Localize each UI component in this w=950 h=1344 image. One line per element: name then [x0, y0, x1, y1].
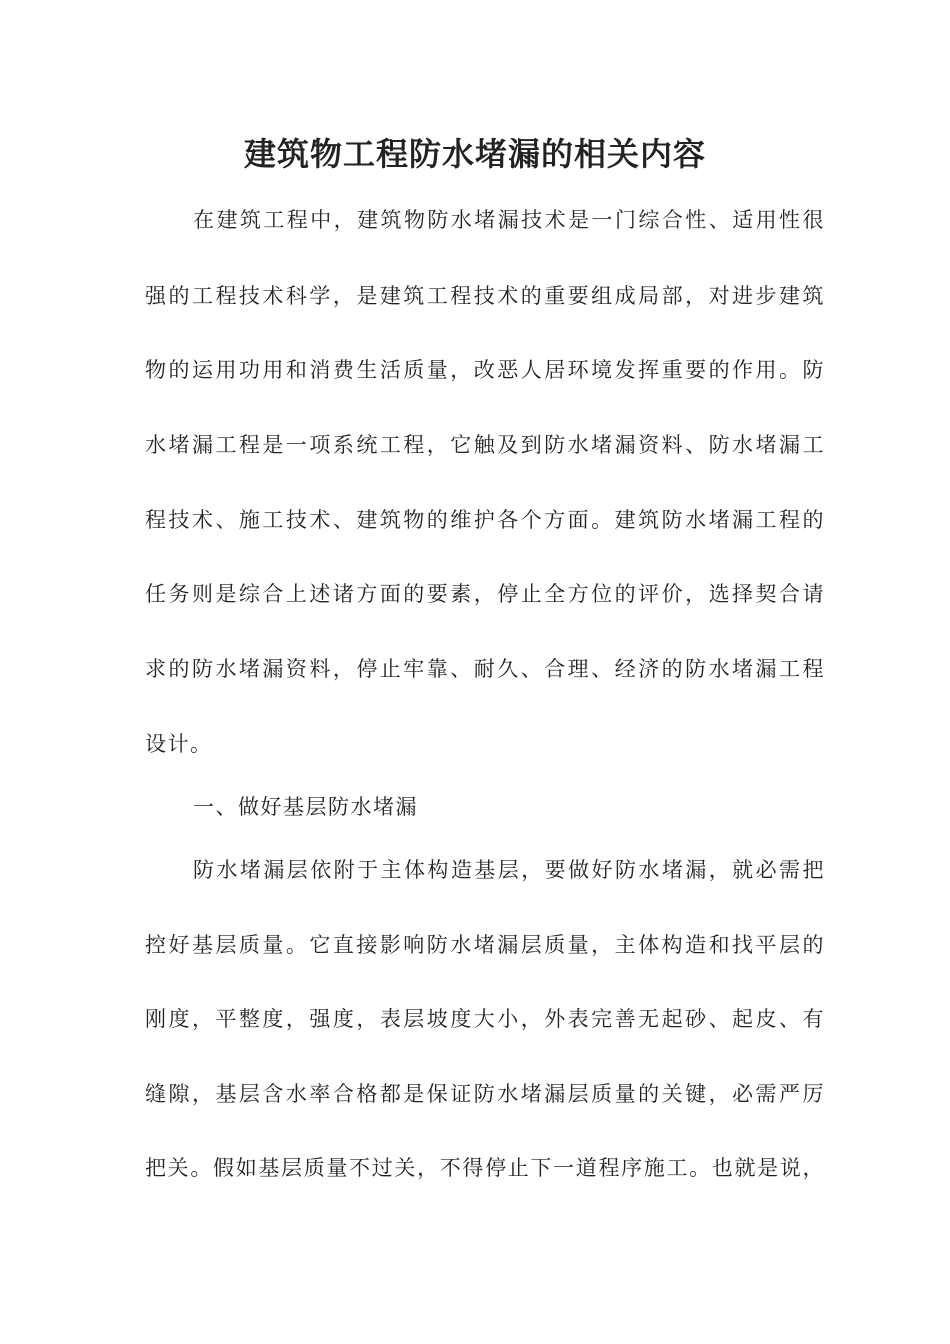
paragraph-line: 物的运用功用和消费生活质量，改恶人居环境发挥重要的作用。防: [145, 358, 825, 382]
paragraph-line: 设计。: [145, 732, 213, 756]
paragraph-line: 水堵漏工程是一项系统工程，它触及到防水堵漏资料、防水堵漏工: [145, 433, 825, 457]
paragraph-line: 程技术、施工技术、建筑物的维护各个方面。建筑防水堵漏工程的: [145, 508, 825, 532]
paragraph-line: 刚度，平整度，强度，表层坡度大小，外表完善无起砂、起皮、有: [145, 1007, 825, 1031]
section-heading: 一、做好基层防水堵漏: [193, 795, 418, 819]
paragraph-line: 强的工程技术科学，是建筑工程技术的重要组成局部，对进步建筑: [145, 284, 825, 308]
paragraph-line: 防水堵漏层依附于主体构造基层，要做好防水堵漏，就必需把: [193, 858, 825, 882]
paragraph-line: 把关。假如基层质量不过关，不得停止下一道程序施工。也就是说，: [145, 1156, 825, 1180]
paragraph-line: 缝隙，基层含水率合格都是保证防水堵漏层质量的关键，必需严厉: [145, 1082, 825, 1106]
paragraph-line: 求的防水堵漏资料，停止牢靠、耐久、合理、经济的防水堵漏工程: [145, 657, 825, 681]
paragraph-line: 任务则是综合上述诸方面的要素，停止全方位的评价，选择契合请: [145, 582, 825, 606]
paragraph-line: 控好基层质量。它直接影响防水堵漏层质量，主体构造和找平层的: [145, 933, 825, 957]
paragraph-line: 在建筑工程中，建筑物防水堵漏技术是一门综合性、适用性很: [193, 208, 825, 232]
document-title: 建筑物工程防水堵漏的相关内容: [243, 135, 706, 173]
